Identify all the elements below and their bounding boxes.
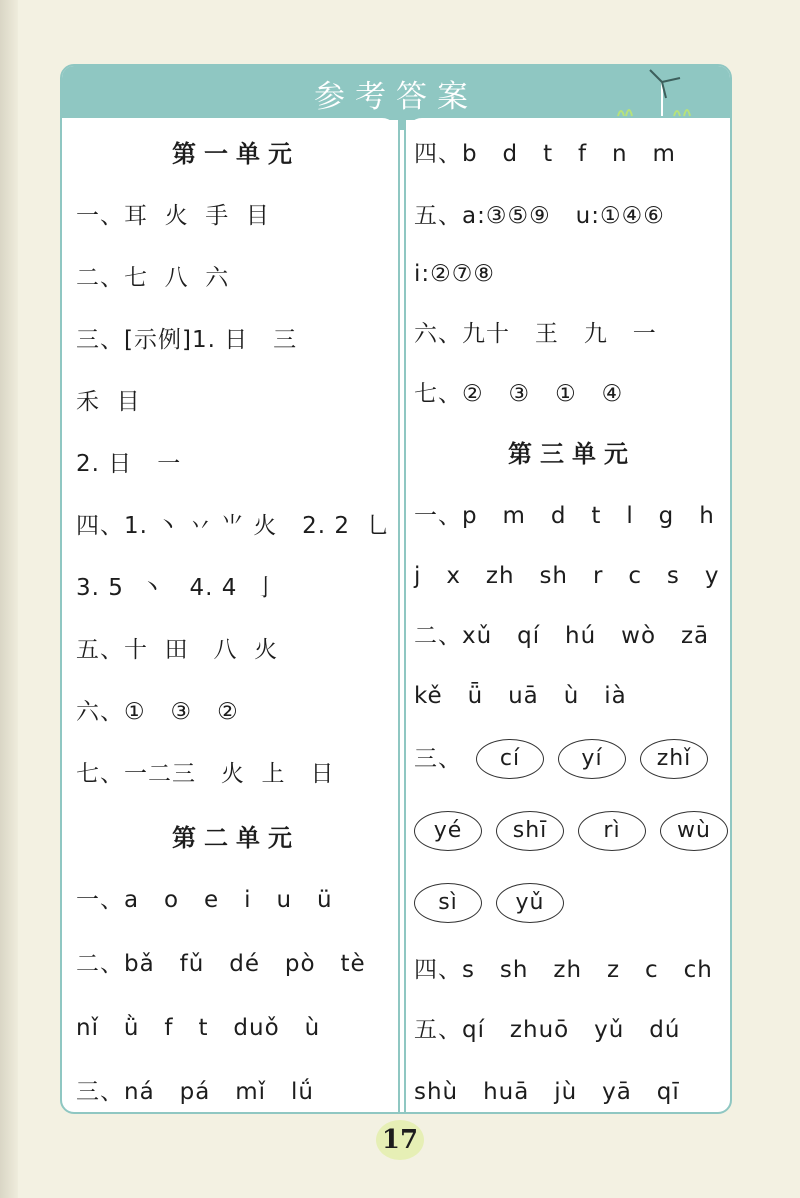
unit2-row-4: 三、ná pá mǐ lǘ — [76, 1079, 314, 1105]
circled-pinyin: rì — [578, 811, 646, 851]
column-divider-inner — [400, 130, 404, 1114]
circled-pinyin: shī — [496, 811, 564, 851]
san-prefix: 三、 — [414, 746, 462, 772]
unit1-row-8: 五、十 田 八 火 — [76, 637, 279, 663]
unit2-row-6: 五、a:③⑤⑨ u:①④⑥ — [414, 203, 665, 229]
unit2-row-1: 一、a o e i u ü — [76, 887, 333, 913]
circled-pinyin: sì — [414, 883, 482, 923]
answer-frame — [60, 64, 732, 1114]
unit1-row-6: 四、1. 丶 丷 ⺌ 火 2. 2 乚 — [76, 513, 391, 539]
unit1-row-10: 七、一二三 火 上 日 — [76, 761, 335, 787]
unit1-row-9: 六、① ③ ② — [76, 699, 239, 725]
header-title: 参考答案 — [314, 78, 478, 115]
unit1-row-5: 2. 日 一 — [76, 451, 182, 477]
circled-pinyin: yí — [558, 739, 626, 779]
page-number: 17 — [376, 1120, 424, 1160]
circled-pinyin: yǔ — [496, 883, 564, 923]
unit3-row-4: kě ǖ uā ù ià — [414, 683, 627, 709]
unit2-title: 第二单元 — [172, 824, 300, 852]
unit3-row-6: 五、qí zhuō yǔ dú — [414, 1017, 681, 1043]
circle-row-3 — [414, 880, 564, 926]
unit2-row-3: nǐ ǜ f t duǒ ù — [76, 1015, 321, 1041]
header-banner — [62, 66, 730, 120]
unit2-row-2: 二、bǎ fǔ dé pò tè — [76, 951, 366, 977]
circle-row-2 — [414, 808, 728, 854]
unit2-row-8: 六、九十 王 九 一 — [414, 321, 657, 347]
circled-pinyin: wù — [660, 811, 728, 851]
unit1-row-7: 3. 5 丶 4. 4 亅 — [76, 575, 278, 601]
circled-pinyin: zhǐ — [640, 739, 708, 779]
circle-row-1 — [414, 736, 708, 782]
unit3-row-5: 四、s sh zh z c ch — [414, 957, 713, 983]
unit3-row-2: j x zh sh r c s y — [414, 563, 720, 589]
unit3-row-1: 一、p m d t l g h — [414, 503, 715, 529]
unit3-title: 第三单元 — [508, 440, 636, 468]
unit1-row-2: 二、七 八 六 — [76, 265, 230, 291]
circled-pinyin: yé — [414, 811, 482, 851]
unit3-row-3: 二、xǔ qí hú wò zā — [414, 623, 710, 649]
unit2-row-7: i:②⑦⑧ — [414, 261, 495, 287]
unit1-row-3: 三、[示例]1. 日 三 — [76, 327, 298, 353]
windmill-grass-icon — [614, 68, 704, 118]
page-edge — [0, 0, 18, 1198]
unit2-row-9: 七、② ③ ① ④ — [414, 381, 624, 407]
unit3-row-7: shù huā jù yā qī — [414, 1079, 680, 1105]
unit1-row-1: 一、耳 火 手 目 — [76, 203, 270, 229]
unit2-row-5: 四、b d t f n m — [414, 141, 676, 167]
unit1-row-4: 禾 目 — [76, 389, 141, 415]
unit1-title: 第一单元 — [172, 140, 300, 168]
circled-pinyin: cí — [476, 739, 544, 779]
